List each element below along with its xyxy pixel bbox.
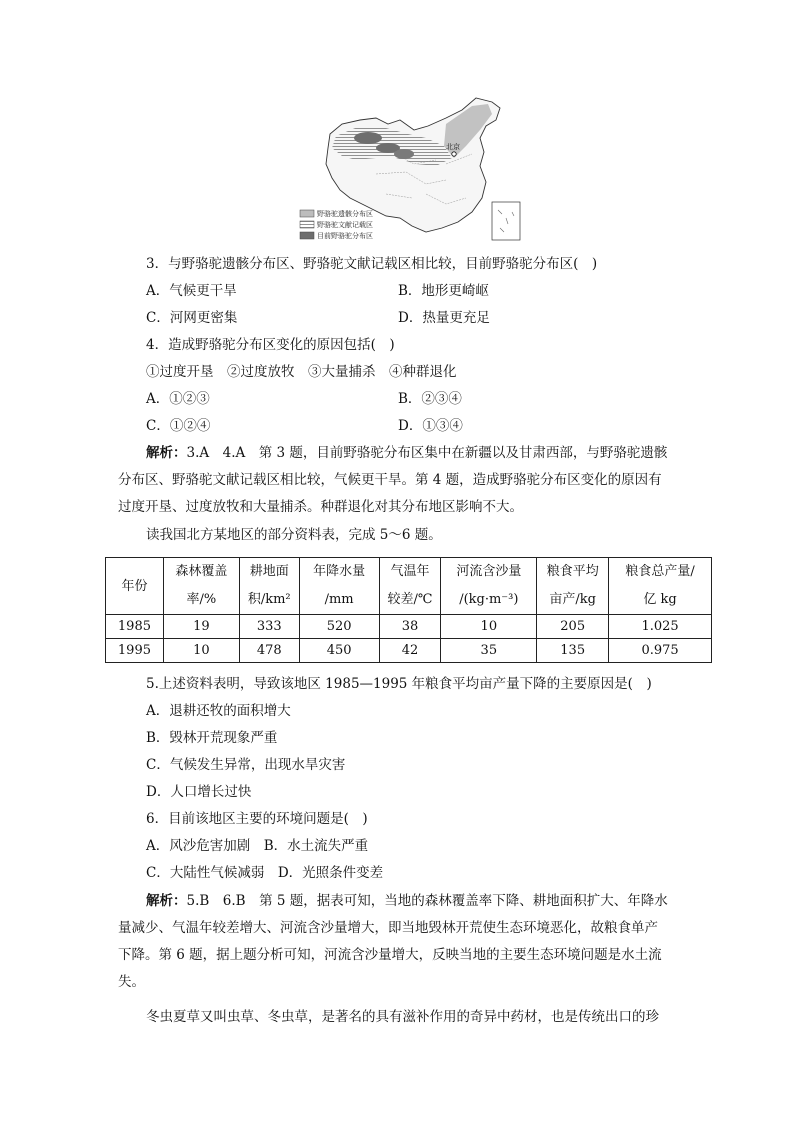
q5-option-b: B．毁林开荒现象严重 xyxy=(146,730,278,746)
q3-stem: 3．与野骆驼遗骸分布区、野骆驼文献记载区相比较，目前野骆驼分布区( ) xyxy=(146,256,598,272)
q3-option-d: D．热量更充足 xyxy=(398,310,490,326)
q6-stem: 6．目前该地区主要的环境问题是( ) xyxy=(146,811,368,827)
q4-option-c: C．①②④ xyxy=(146,418,211,434)
q5-stem: 5.上述资料表明，导致该地区 1985—1995 年粮食平均亩产量下降的主要原因是( ) xyxy=(146,676,652,692)
table-row: 1985 19 333 520 38 10 205 1.025 xyxy=(106,615,712,639)
header-precip: 年降水量 /mm xyxy=(299,558,379,615)
q4-option-d: D．①③④ xyxy=(398,418,463,434)
analysis2-line-1: 解析：5.B 6.B 第 5 题，据表可知，当地的森林覆盖率下降、耕地面积扩大、年降水 xyxy=(146,893,668,909)
q4-stem: 4．造成野骆驼分布区变化的原因包括( ) xyxy=(146,337,395,353)
map-legend xyxy=(300,209,373,240)
q5-option-d: D．人口增长过快 xyxy=(146,784,252,800)
analysis1-line-3: 过度开垦、过度放牧和大量捕杀。种群退化对其分布地区影响不大。 xyxy=(118,499,523,515)
header-total: 粮食总产量/ 亿 kg xyxy=(609,558,712,615)
header-sediment: 河流含沙量 /(kg·m⁻³) xyxy=(441,558,537,615)
intro-text: 读我国北方某地区的部分资料表，完成 5～6 题。 xyxy=(146,527,442,543)
header-year: 年份 xyxy=(106,558,164,615)
table-header-row xyxy=(106,558,712,615)
analysis1-line-1: 解析：3.A 4.A 第 3 题，目前野骆驼分布区集中在新疆以及甘肃西部，与野骆驼遗骸 xyxy=(146,445,668,461)
q4-factors: ①过度开垦 ②过度放牧 ③大量捕杀 ④种群退化 xyxy=(146,364,457,380)
header-forest: 森林覆盖 率/% xyxy=(163,558,239,615)
q6-options-line-1: A．风沙危害加剧 B．水土流失严重 xyxy=(146,838,369,854)
analysis-label: 解析： xyxy=(146,893,187,909)
q3-option-a: A．气候更干旱 xyxy=(146,283,237,299)
q3-option-b: B．地形更崎岖 xyxy=(398,283,489,299)
analysis2-line-2: 量减少、气温年较差增大、河流含沙量增大，即当地毁林开荒使生态环境恶化，故粮食单产 xyxy=(118,920,658,936)
data-table xyxy=(105,557,712,663)
beijing-marker xyxy=(452,152,456,156)
beijing-label: 北京 xyxy=(446,143,460,151)
china-camel-distribution-map xyxy=(296,94,528,244)
header-yield: 粮食平均 亩产/kg xyxy=(537,558,609,615)
svg-text:目前野骆驼分布区: 目前野骆驼分布区 xyxy=(317,232,373,240)
q4-option-b: B．②③④ xyxy=(398,391,462,407)
analysis2-line-4: 失。 xyxy=(118,974,145,990)
q5-option-c: C．气候发生异常，出现水旱灾害 xyxy=(146,757,346,773)
q5-option-a: A．退耕还牧的面积增大 xyxy=(146,703,291,719)
header-temp-range: 气温年 较差/℃ xyxy=(379,558,441,615)
svg-text:野骆驼遗骸分布区: 野骆驼遗骸分布区 xyxy=(317,210,373,218)
q4-option-a: A．①②③ xyxy=(146,391,210,407)
q6-options-line-2: C．大陆性气候减弱 D．光照条件变差 xyxy=(146,865,384,881)
analysis2-line-3: 下降。第 6 题，据上题分析可知，河流含沙量增大，反映当地的主要生态环境问题是水土流 xyxy=(118,947,662,963)
current-area-1 xyxy=(354,132,382,144)
table-row: 1995 10 478 450 42 35 135 0.975 xyxy=(106,639,712,663)
cordyceps-paragraph: 冬虫夏草又叫虫草、冬虫草，是著名的具有滋补作用的奇异中药材，也是传统出口的珍 xyxy=(146,1009,659,1025)
current-area-3 xyxy=(394,149,414,159)
q3-option-c: C．河网更密集 xyxy=(146,310,238,326)
svg-text:野骆驼文献记载区: 野骆驼文献记载区 xyxy=(317,221,373,229)
south-china-sea-inset xyxy=(492,202,520,240)
header-farmland: 耕地面 积/km² xyxy=(239,558,299,615)
analysis-label: 解析： xyxy=(146,445,187,461)
analysis1-line-2: 分布区、野骆驼文献记载区相比较，气候更干旱。第 4 题，造成野骆驼分布区变化的原因有 xyxy=(118,472,662,488)
